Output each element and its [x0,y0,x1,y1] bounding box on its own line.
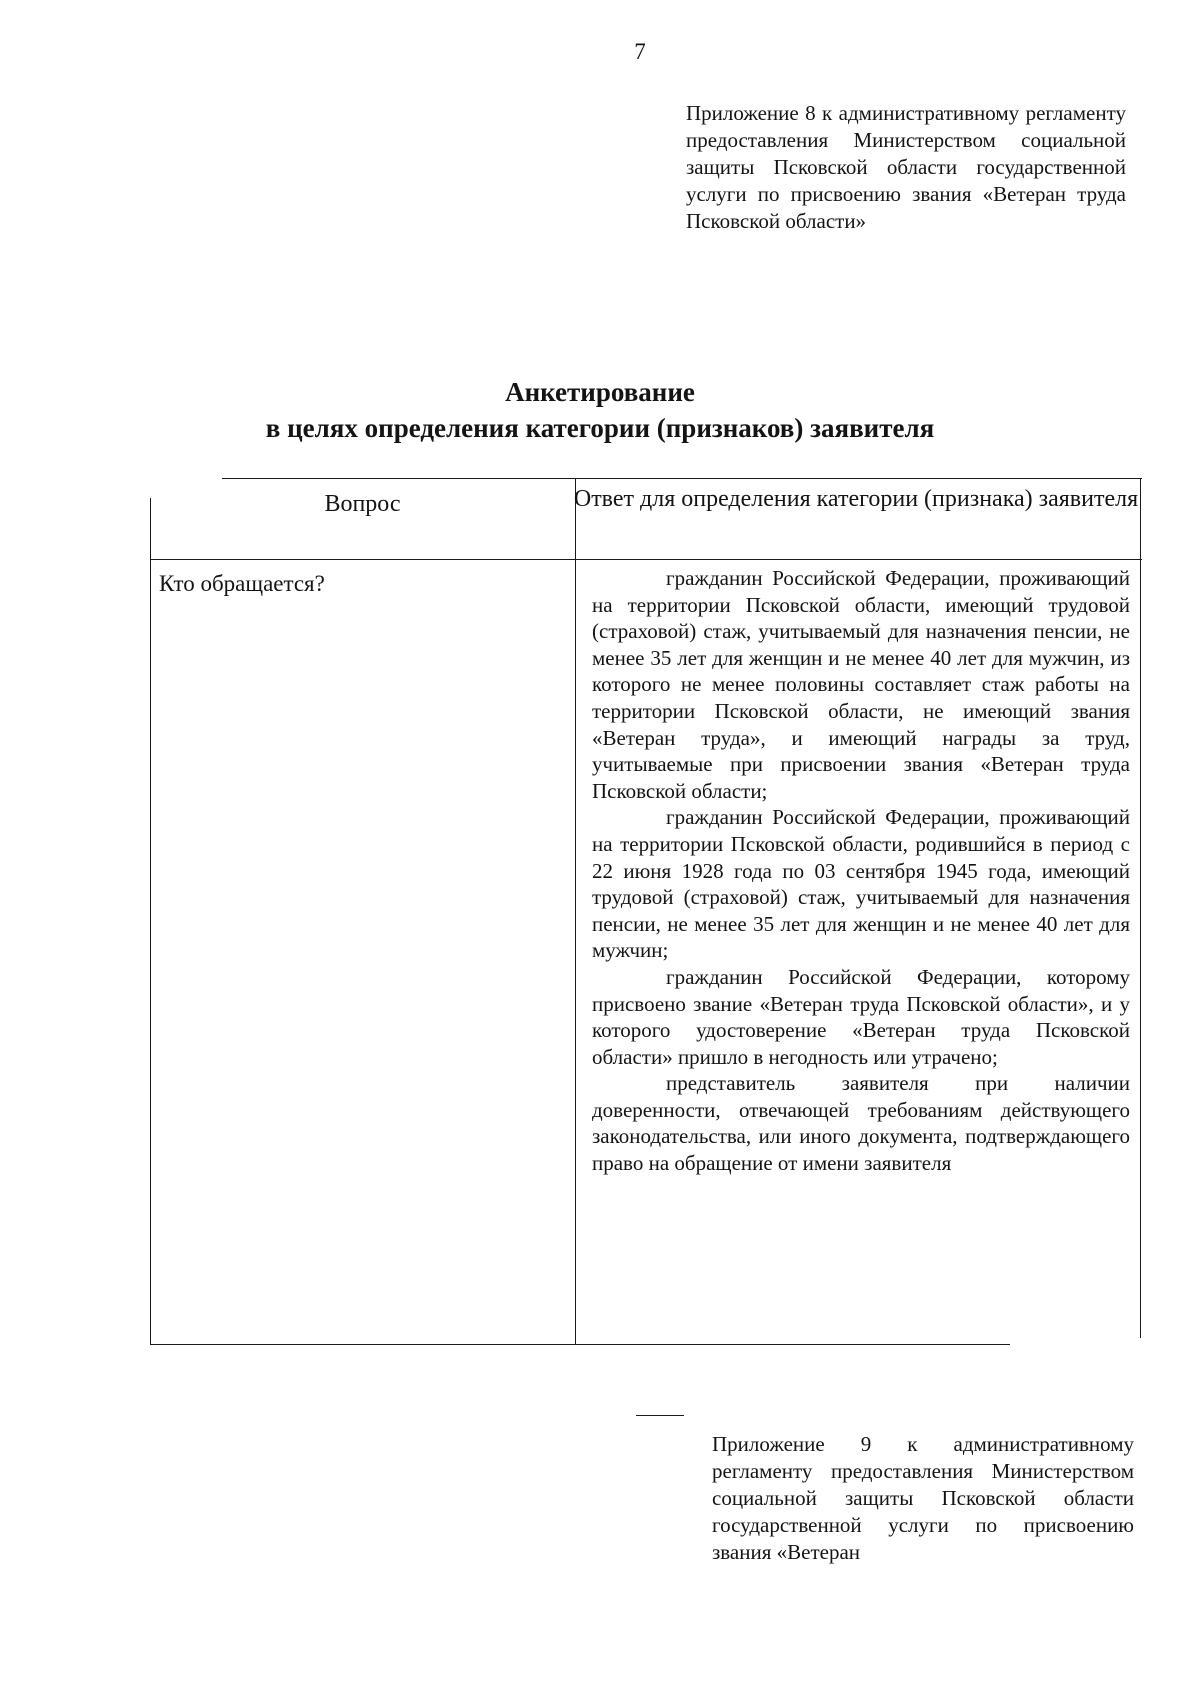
document-title: Анкетирование [505,377,695,407]
question-cell: Кто обращается? [159,571,325,596]
answer-cell [592,565,1130,1177]
answer-paragraph: гражданин Российской Федерации, проживающий на территории Псковской области, родившийся в период с 22 июня 1928 года по 03 сентября 1945 года, имеющий трудовой (страховой) стаж, учитываемый для назначения пенсии, не менее 35 лет для женщин и не менее 40 лет для мужчин; [592,805,1130,963]
section-separator [636,1415,684,1416]
table-left-rule [150,498,151,1344]
document-subtitle: в целях определения категории (признаков) заявителя [265,413,935,443]
table-bottom-rule [150,1344,1010,1345]
header-answer: Ответ для определения категории (признака) заявителя [573,486,1139,512]
table-column-rule [575,478,576,1344]
table-right-rule [1140,478,1141,1338]
answer-paragraph: представитель заявителя при наличии доверенности, отвечающей требованиям действующего законодательства, или иного документа, подтверждающего право на обращение от имени заявителя [592,1071,1130,1176]
answer-paragraph: гражданин Российской Федерации, проживающий на территории Псковской области, имеющий трудовой (страховой) стаж, учитываемый для назначения пенсии, не менее 35 лет для женщин и не менее 40 лет для мужчин, из которого не менее половины составляет стаж работы на территории Псковской области, не имеющий звания «Ветеран труда», и имеющий награды за труд, учитываемые при присвоении звания «Ветеран труда Псковской области; [592,566,1130,803]
header-question: Вопрос [324,491,401,517]
table-top-rule [222,478,1142,479]
page-number: 7 [634,39,646,64]
answer-paragraph: гражданин Российской Федерации, которому присвоено звание «Ветеран труда Псковской области», и у которого удостоверение «Ветеран труда Псковской области» пришло в негодность или утрачено; [592,964,1130,1069]
table-header-rule [150,559,1142,560]
appendix-8-note: Приложение 8 к административному регламенту предоставления Министерством социальной защиты Псковской области государственной услуги по присвоению звания «Ветеран труда Псковской области» [686,101,1126,233]
appendix-9-note: Приложение 9 к административному регламенту предоставления Министерством социальной защиты Псковской области государственной услуги по присвоению звания «Ветеран [712,1432,1134,1564]
survey-table [150,478,1140,1348]
